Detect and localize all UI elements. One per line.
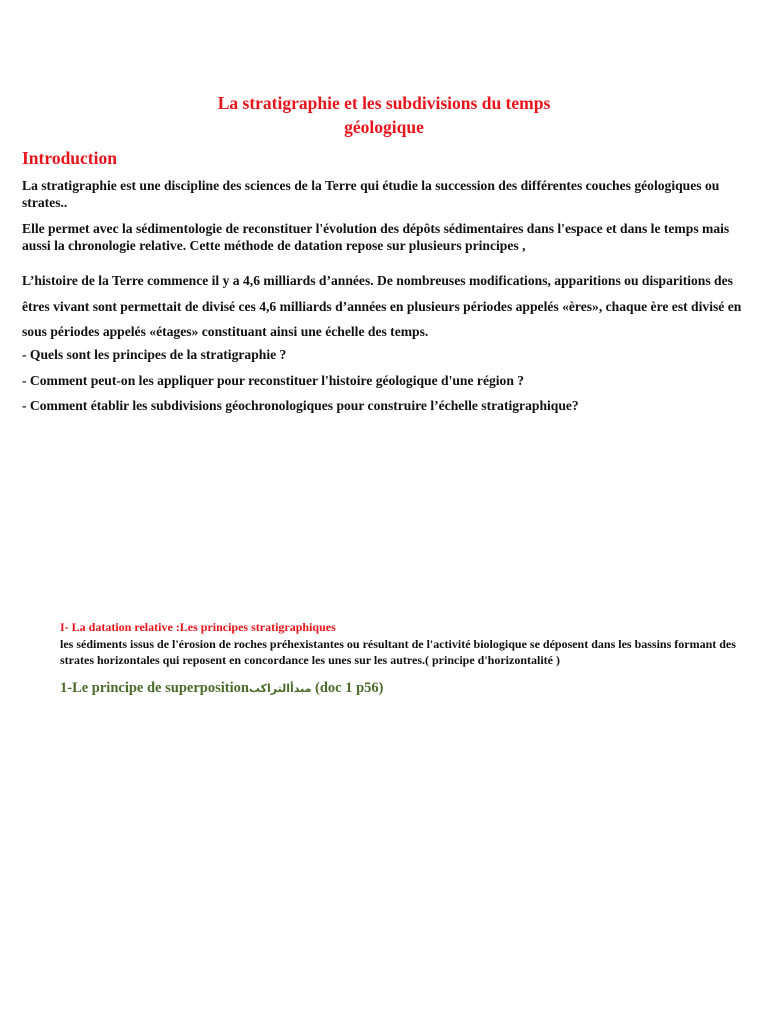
superposition-reference: (doc 1 p56) — [311, 680, 384, 696]
intro-paragraph-1: La stratigraphie est une discipline des sciences de la Terre qui étudie la succession des différentes couches géologiques ou strates.. — [22, 178, 720, 210]
section-paragraph: les sédiments issus de l'érosion de roches préhexistantes ou résultant de l'activité biologique se déposent dans les bassins formant des strates horizontales qui reposent en concordance les unes sur les autres.( principe d'horizontalité ) — [60, 637, 736, 667]
intro-paragraph-3: L’histoire de la Terre commence il y a 4,6 milliards d’années. De nombreuses modifications, apparitions ou disparitions des êtres vivant sont permettait de divisé ces 4,6 milliards d’années en plusieurs périodes appelés «ères», chaque ère est divisé en sous périodes appelés «étages» constituant ainsi une échelle des temps. — [22, 273, 742, 339]
superposition-arabic: مبدأالتراكب — [248, 682, 312, 695]
question-1: - Quels sont les principes de la stratigraphie ? — [22, 347, 287, 362]
document-title — [0, 91, 768, 139]
introduction-heading: Introduction — [22, 148, 117, 168]
title-line-1: La stratigraphie et les subdivisions du temps — [217, 93, 551, 113]
intro-paragraph-2: Elle permet avec la sédimentologie de reconstituer l'évolution des dépôts sédimentaires dans l'espace et dans le temps mais aussi la chronologie relative. Cette méthode de datation repose sur plusieurs principes , — [22, 221, 730, 253]
question-3: - Comment établir les subdivisions géochronologiques pour construire l’échelle stratigraphique? — [22, 398, 579, 413]
superposition-label: 1-Le principe de superposition — [60, 680, 249, 696]
superposition-heading — [60, 678, 384, 699]
title-line-2: géologique — [344, 117, 424, 137]
section-heading: I- La datation relative :Les principes stratigraphiques — [60, 620, 336, 634]
question-2: - Comment peut-on les appliquer pour reconstituer l'histoire géologique d'une région ? — [22, 373, 525, 388]
